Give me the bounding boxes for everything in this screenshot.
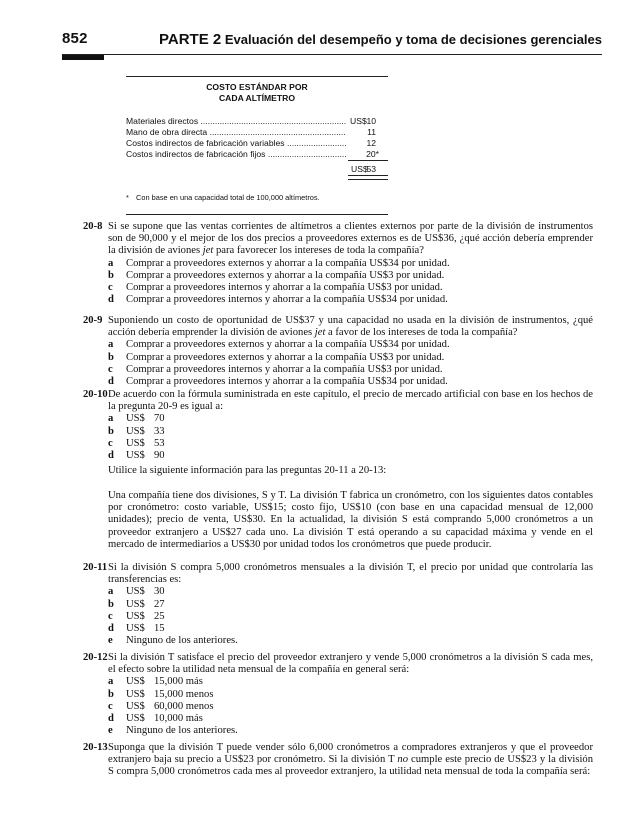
total-double-rule [348,175,388,180]
answer-option: c US$ 25 [108,610,165,622]
standard-cost-table [126,76,388,215]
table-top-rule [126,76,388,77]
answer-option: c Comprar a proveedores internos y ahorrar a la compañía US$3 por unidad. [108,363,443,375]
table-row [126,138,388,149]
total-currency: US$ [351,164,368,174]
answer-option: e Ninguno de los anteriores. [108,635,238,647]
answer-option: d Comprar a proveedores internos y ahorrar a la compañía US$34 por unidad. [108,294,448,306]
instructions [83,465,593,477]
table-footnote [126,193,388,202]
answer-option: d US$ 10,000 más [108,713,203,725]
question-number: 20-10 [83,389,108,400]
table-total-row [126,164,388,175]
page-header [62,30,602,52]
answer-option: d Comprar a proveedores internos y ahorrar a la compañía US$34 por unidad. [108,376,448,388]
question-stem: Si se supone que las ventas corrientes de altímetros a clientes externos por parte de la división de instrumentos son de 90,000 y el mejor de los dos precios a proveedores externos es de US$36, ¿qué acción debería emprender la división de aviones jet para favorecer los intereses de toda la compañía? [108,221,593,257]
answer-option: c US$ 60,000 menos [108,700,214,712]
row-label: Mano de obra directa ..... [126,127,346,138]
total-rule [348,160,388,161]
instructions-text: Utilice la siguiente información para las preguntas 20-11 a 20-13: [108,465,387,476]
question-stem: Suponga que la división T puede vender sólo 6,000 cronómetros a compradores extranjeros y que el proveedor extranjero baja su precio a US$23 por cronómetro. Si la división T no cumple este precio de US$23 y la división S compra 5,000 cronómetros cada mes al proveedor extranjero, la utilidad neta mensual de toda la compañía será: [108,742,593,778]
row-label: Materiales directos ..... [126,116,346,127]
row-label: Costos indirectos de fabricación variables ..... [126,138,346,149]
part-title: Evaluación del desempeño y toma de decisiones gerenciales [224,32,602,47]
footnote-mark: * [126,193,129,202]
row-value: 20* [366,149,379,159]
scenario [83,490,593,551]
row-currency: US$ [350,116,367,126]
footnote-text: Con base en una capacidad total de 100,000 altímetros. [136,193,320,202]
question-20-11 [83,562,593,647]
answer-option: b Comprar a proveedores externos y ahorrar a la compañía US$3 por unidad. [108,351,445,363]
question-20-10 [83,389,593,462]
question-20-13 [83,742,593,779]
table-title-line-2: CADA ALTÍMETRO [218,93,296,103]
table-row [126,127,388,138]
answer-option: c Comprar a proveedores internos y ahorrar a la compañía US$3 por unidad. [108,282,443,294]
row-value: 11 [367,127,376,137]
question-stem: Si la división S compra 5,000 cronómetros mensuales a la división T, el precio por unidad que controlaría las transferencias es: [108,562,593,586]
header-rule [62,54,602,55]
question-20-9 [83,315,593,388]
running-title [159,31,602,48]
header-bar [62,55,104,60]
answer-option: b US$ 15,000 menos [108,688,214,700]
table-row [126,116,388,127]
question-number: 20-11 [83,562,108,573]
table-title [126,82,388,104]
table-title-line-1: COSTO ESTÁNDAR POR [206,82,308,92]
question-number: 20-8 [83,221,103,232]
answer-option: a US$ 15,000 más [108,676,203,688]
answer-option: a Comprar a proveedores externos y ahorrar a la compañía US$34 por unidad. [108,257,450,269]
row-label: Costos indirectos de fabricación fijos ..... [126,149,346,160]
question-20-12 [83,652,593,737]
table-row [126,149,388,160]
question-number: 20-13 [83,742,108,753]
scenario-text: Una compañía tiene dos divisiones, S y T. La división T fabrica un cronómetro, con los siguientes datos contables por cronómetro: costo variable, US$15; costo fijo, US$10 (con base en una capacidad mensual de 12,000 unidades); precio de venta, US$30. En la actualidad, la división S está comprando 5,000 cronómetros a un proveedor extranjero a US$27 cada uno. La división T está operando a su capacidad máxima y vende en el mercado de intermediarios a US$30 por unidad todos los cronómetros que puede producir. [108,490,593,550]
total-value: 53 [366,164,376,174]
answer-option: a US$ 30 [108,586,165,598]
question-stem: De acuerdo con la fórmula suministrada en este capítulo, el precio de mercado artificial con base en los hechos de la pregunta 20-9 es igual a: [108,389,593,413]
answer-option: e Ninguno de los anteriores. [108,725,238,737]
question-stem: Suponiendo un costo de oportunidad de US$37 y una capacidad no usada en la división de instrumentos, ¿qué acción debería emprender la división de aviones jet a favor de los intereses de toda la compañía? [108,315,593,339]
answer-option: a Comprar a proveedores externos y ahorrar a la compañía US$34 por unidad. [108,339,450,351]
answer-option: b US$ 27 [108,598,165,610]
row-value: 10 [366,116,376,126]
question-stem: Si la división T satisface el precio del proveedor extranjero y vende 5,000 cronómetros a la división S cada mes, el efecto sobre la utilidad neta mensual de la compañía en general será: [108,652,593,676]
answer-option: d US$ 15 [108,623,165,635]
question-20-8 [83,221,593,306]
question-number: 20-12 [83,652,108,663]
table-bottom-rule [126,214,388,215]
answer-option: b US$ 33 [108,425,165,437]
answer-option: b Comprar a proveedores externos y ahorrar a la compañía US$3 por unidad. [108,269,445,281]
page-number: 852 [62,30,88,47]
part-label: PARTE 2 [158,31,222,48]
answer-option: c US$ 53 [108,437,165,449]
answer-option: a US$ 70 [108,413,165,425]
question-number: 20-9 [83,315,103,326]
row-value: 12 [366,138,376,148]
answer-option: d US$ 90 [108,450,165,462]
